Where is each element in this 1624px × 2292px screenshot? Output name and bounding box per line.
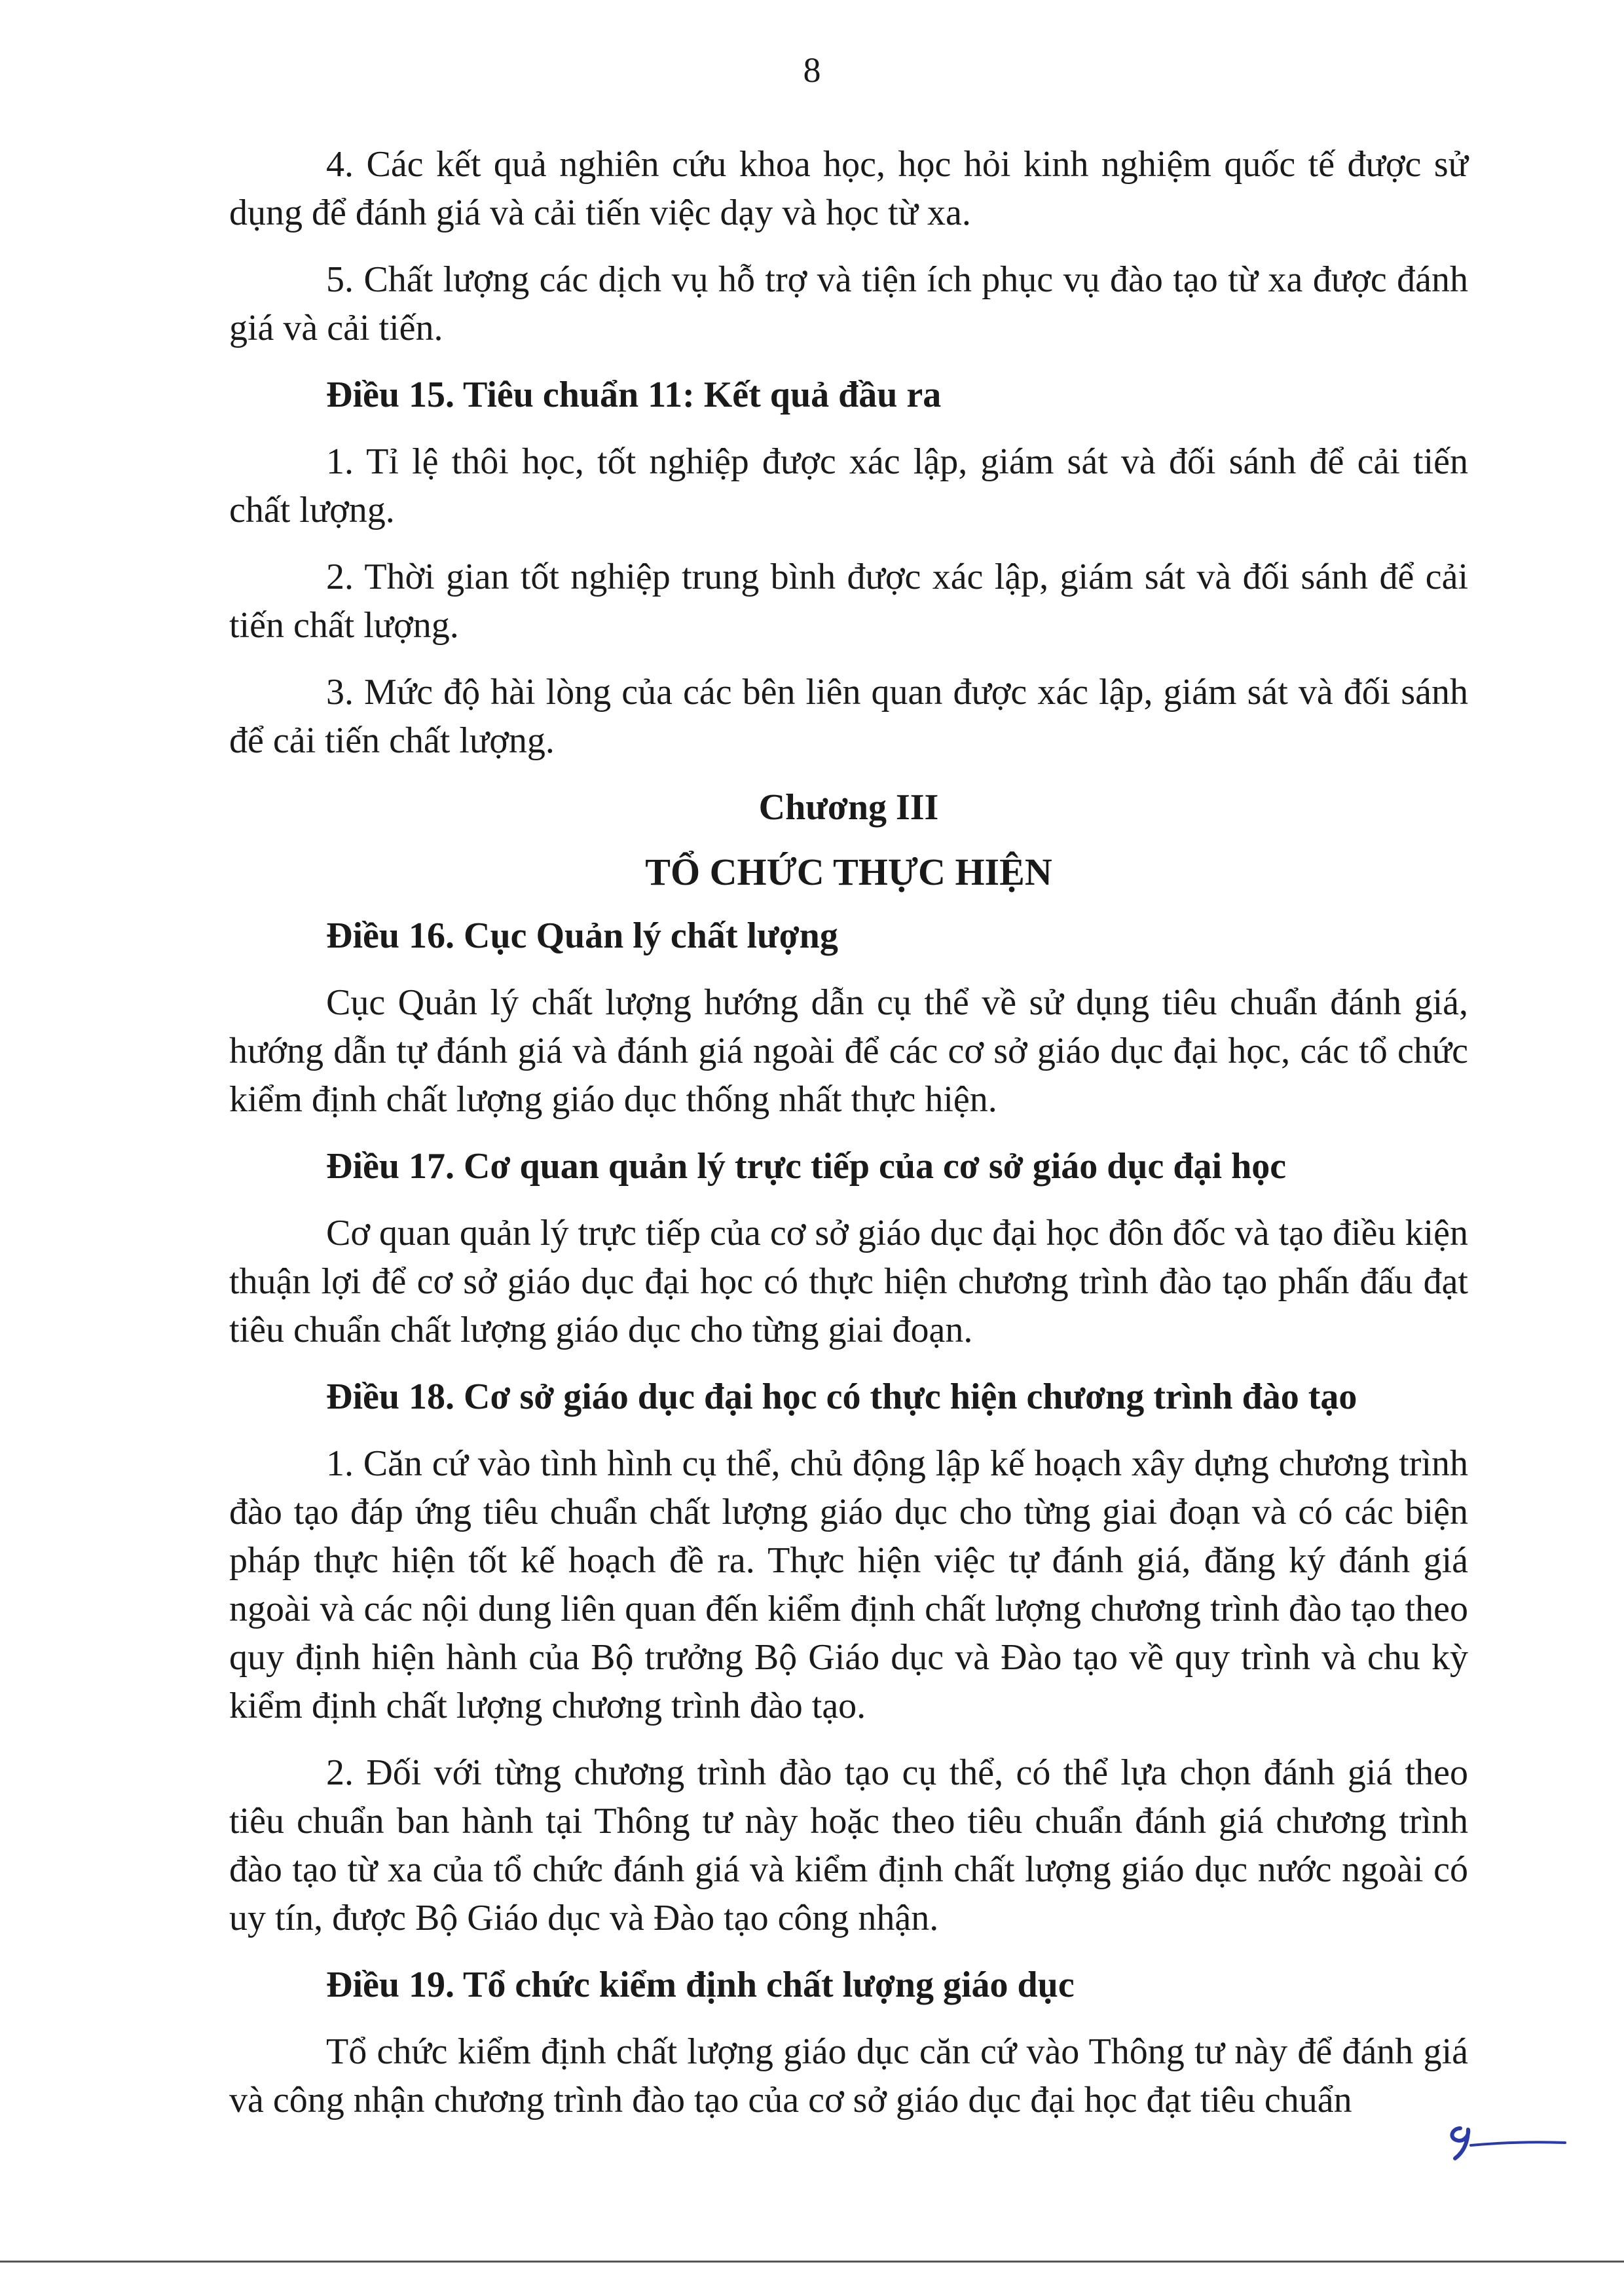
article-16-heading: Điều 16. Cục Quản lý chất lượng [326, 915, 838, 956]
handwritten-initial-icon [1441, 2116, 1572, 2169]
article-15-clause-1: 1. Tỉ lệ thôi học, tốt nghiệp được xác lập, giám sát và đối sánh để cải tiến chất lượng. [229, 441, 1468, 530]
chapter-label: Chương III [758, 787, 939, 828]
clause-5: 5. Chất lượng các dịch vụ hỗ trợ và tiện ích phục vụ đào tạo từ xa được đánh giá và cải tiến. [229, 259, 1468, 348]
article-17-text: Cơ quan quản lý trực tiếp của cơ sở giáo dục đại học đôn đốc và tạo điều kiện thuận lợi để cơ sở giáo dục đại học có thực hiện chương trình đào tạo phấn đấu đạt tiêu chuẩn chất lượng giáo dục cho từng giai đoạn. [229, 1213, 1468, 1350]
article-17-heading: Điều 17. Cơ quan quản lý trực tiếp của cơ sở giáo dục đại học [326, 1146, 1287, 1187]
bottom-rule [0, 2261, 1624, 2263]
article-19-heading: Điều 19. Tổ chức kiểm định chất lượng giáo dục [326, 1965, 1075, 2005]
article-15-clause-3: 3. Mức độ hài lòng của các bên liên quan được xác lập, giám sát và đối sánh để cải tiến chất lượng. [229, 672, 1468, 761]
article-19-text: Tổ chức kiểm định chất lượng giáo dục căn cứ vào Thông tư này để đánh giá và công nhận chương trình đào tạo của cơ sở giáo dục đại học đạt tiêu chuẩn [229, 2031, 1468, 2120]
article-18-heading: Điều 18. Cơ sở giáo dục đại học có thực hiện chương trình đào tạo [326, 1377, 1357, 1417]
article-15-clause-2: 2. Thời gian tốt nghiệp trung bình được xác lập, giám sát và đối sánh để cải tiến chất lượng. [229, 557, 1468, 646]
page-number: 8 [803, 50, 821, 90]
article-18-clause-1: 1. Căn cứ vào tình hình cụ thể, chủ động lập kế hoạch xây dựng chương trình đào tạo đáp ứng tiêu chuẩn chất lượng giáo dục cho từng giai đoạn và có các biện pháp thực hiện tốt kế hoạch đề ra. Thực hiện việc tự đánh giá, đăng ký đánh giá ngoài và các nội dung liên quan đến kiểm định chất lượng chương trình đào tạo theo quy định hiện hành của Bộ trưởng Bộ Giáo dục và Đào tạo về quy trình và chu kỳ kiểm định chất lượng chương trình đào tạo. [229, 1443, 1468, 1726]
clause-4: 4. Các kết quả nghiên cứu khoa học, học hỏi kinh nghiệm quốc tế được sử dụng để đánh giá và cải tiến việc dạy và học từ xa. [229, 144, 1468, 233]
chapter-title: TỔ CHỨC THỰC HIỆN [645, 851, 1052, 893]
article-15-heading: Điều 15. Tiêu chuẩn 11: Kết quả đầu ra [326, 375, 942, 415]
article-18-clause-2: 2. Đối với từng chương trình đào tạo cụ thể, có thể lựa chọn đánh giá theo tiêu chuẩn ban hành tại Thông tư này hoặc theo tiêu chuẩn đánh giá chương trình đào tạo từ xa của tổ chức đánh giá và kiểm định chất lượng giáo dục nước ngoài có uy tín, được Bộ Giáo dục và Đào tạo công nhận. [229, 1752, 1468, 1938]
document-body [229, 140, 1468, 2124]
article-16-text: Cục Quản lý chất lượng hướng dẫn cụ thể về sử dụng tiêu chuẩn đánh giá, hướng dẫn tự đánh giá và đánh giá ngoài để các cơ sở giáo dục đại học, các tổ chức kiểm định chất lượng giáo dục thống nhất thực hiện. [229, 982, 1468, 1120]
